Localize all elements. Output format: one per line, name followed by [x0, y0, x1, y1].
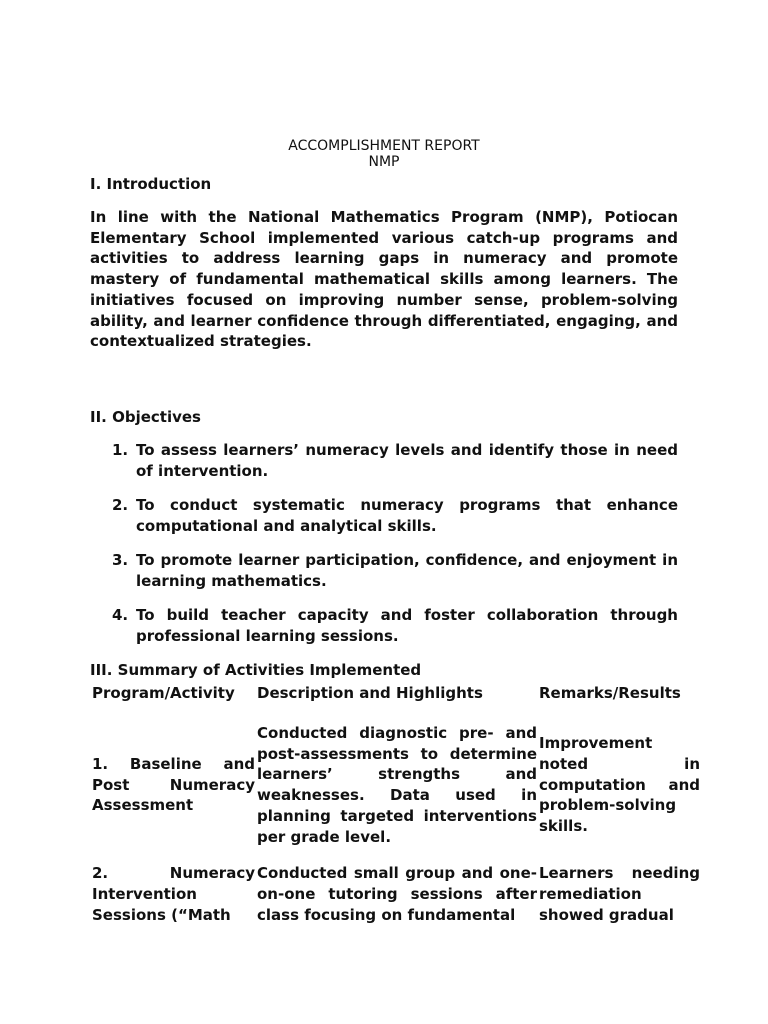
column-header-description: Description and Highlights: [257, 684, 483, 703]
introduction-body: In line with the National Mathematics Program (NMP), Potiocan Elementary School implemented various catch-up programs and activities to address learning gaps in numeracy and promote mastery of fundamental mathematical skills among learners. The initiatives focused on improving number sense, problem-solving ability, and learner confidence through differentiated, engaging, and contextualized strategies.: [90, 208, 678, 351]
description-cell: Conducted small group and one-on-one tutoring sessions after class focusing on fundamental: [257, 864, 537, 924]
objective-number: 4.: [112, 605, 129, 624]
program-cell: 2. Numeracy Intervention Sessions (“Math: [92, 864, 255, 924]
report-subtitle: NMP: [368, 154, 400, 170]
objective-number: 3.: [112, 550, 129, 569]
objective-text: To assess learners’ numeracy levels and identify those in need of intervention.: [136, 440, 678, 480]
objective-text: To promote learner participation, confidence, and enjoyment in learning mathematics.: [136, 550, 678, 590]
table-row: [90, 723, 700, 847]
objective-number: 2.: [112, 495, 129, 514]
objective-item: [90, 440, 678, 482]
objectives-heading: II. Objectives: [90, 407, 201, 426]
table-spacer: [90, 707, 700, 723]
introduction-heading: I. Introduction: [90, 175, 212, 193]
remarks-cell: Improvement noted in computation and problem-solving skills.: [539, 734, 700, 836]
activities-table: [90, 680, 700, 925]
summary-heading: III. Summary of Activities Implemented: [90, 660, 422, 679]
remarks-cell: Learners needing remediation showed gradual: [539, 864, 700, 924]
objective-text: To build teacher capacity and foster collaboration through professional learning sessions.: [136, 605, 678, 645]
objective-text: To conduct systematic numeracy programs that enhance computational and analytical skills.: [136, 495, 678, 535]
report-title: ACCOMPLISHMENT REPORT: [288, 138, 480, 154]
objective-item: [90, 495, 678, 537]
column-header-program: Program/Activity: [92, 684, 235, 703]
objectives-list: [90, 440, 678, 647]
table-header-row: [90, 680, 700, 707]
table-row: [90, 863, 700, 925]
document-page: [90, 138, 678, 680]
objective-item: [90, 550, 678, 592]
description-cell: Conducted diagnostic pre- and post-assessments to determine learners’ strengths and weaknesses. Data used in planning targeted interventions per grade level.: [257, 724, 537, 846]
objective-number: 1.: [112, 440, 129, 459]
column-header-remarks: Remarks/Results: [539, 684, 681, 703]
table-spacer: [90, 847, 700, 863]
objective-item: [90, 605, 678, 647]
program-cell: 1. Baseline and Post Numeracy Assessment: [92, 755, 255, 815]
